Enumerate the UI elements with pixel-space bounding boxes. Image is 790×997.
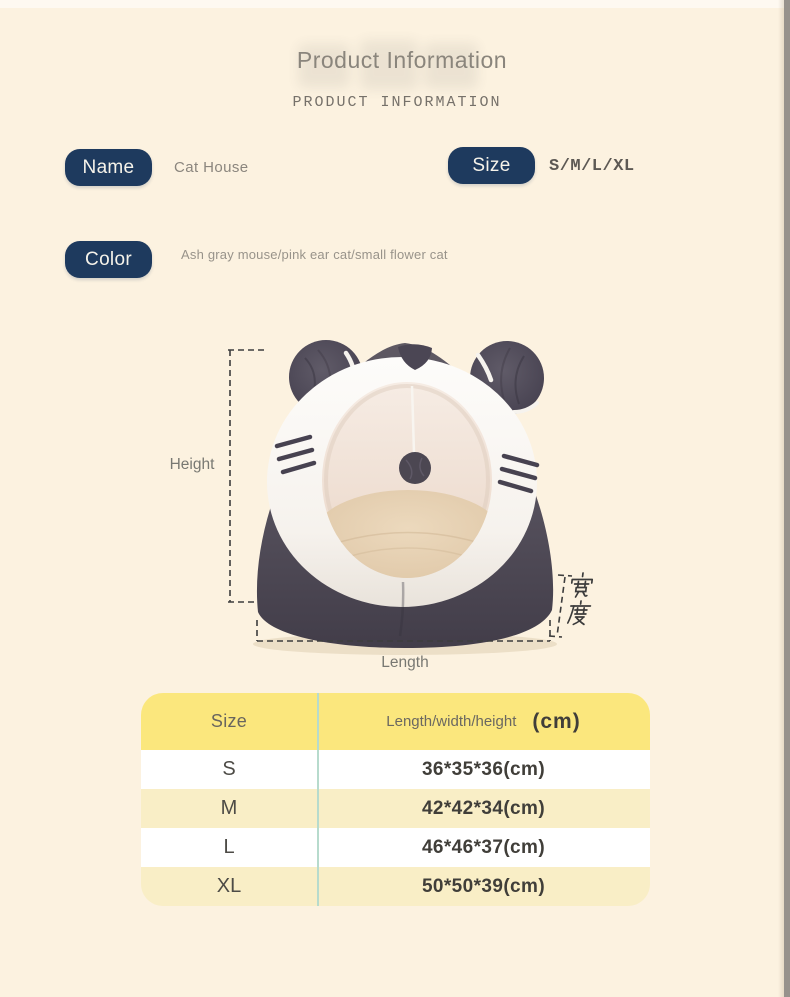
product-name-value: Cat House [174, 159, 249, 176]
size-cell: M [220, 797, 238, 819]
size-cell: L [223, 836, 235, 858]
product-figure [160, 330, 640, 680]
name-badge: Name [65, 149, 152, 186]
color-badge: Color [65, 241, 152, 278]
product-size-value: S/M/L/XL [549, 157, 635, 176]
size-table-header [141, 693, 650, 750]
height-label: Height [169, 456, 215, 473]
length-label: Length [381, 654, 429, 671]
dimensions-column-header [317, 693, 650, 750]
top-highlight-strip [0, 0, 790, 8]
table-row-m [141, 789, 650, 828]
product-color-value: Ash gray mouse/pink ear cat/small flower cat [181, 247, 448, 262]
width-label-cjk [568, 573, 593, 624]
dimensions-header-text: Length/width/height [386, 713, 517, 730]
table-row-l [141, 828, 650, 867]
unit-label: (cm) [532, 709, 581, 733]
size-badge: Size [448, 147, 535, 184]
dimensions-cell: 50*50*39(cm) [421, 875, 546, 897]
page-title: Product Information [296, 47, 508, 73]
right-edge-band [784, 0, 790, 997]
table-column-divider [317, 693, 319, 906]
cat-house-illustration [253, 340, 557, 655]
size-column-header: Size [210, 711, 248, 731]
dimensions-cell: 46*46*37(cm) [421, 836, 546, 858]
size-cell: S [222, 758, 236, 780]
dimensions-cell: 42*42*34(cm) [421, 797, 546, 819]
table-row-xl [141, 867, 650, 906]
size-table [141, 693, 650, 906]
table-row-s [141, 750, 650, 789]
dimensions-cell: 36*35*36(cm) [421, 758, 546, 780]
size-cell: XL [216, 875, 242, 897]
page-subtitle: PRODUCT INFORMATION [292, 94, 502, 111]
